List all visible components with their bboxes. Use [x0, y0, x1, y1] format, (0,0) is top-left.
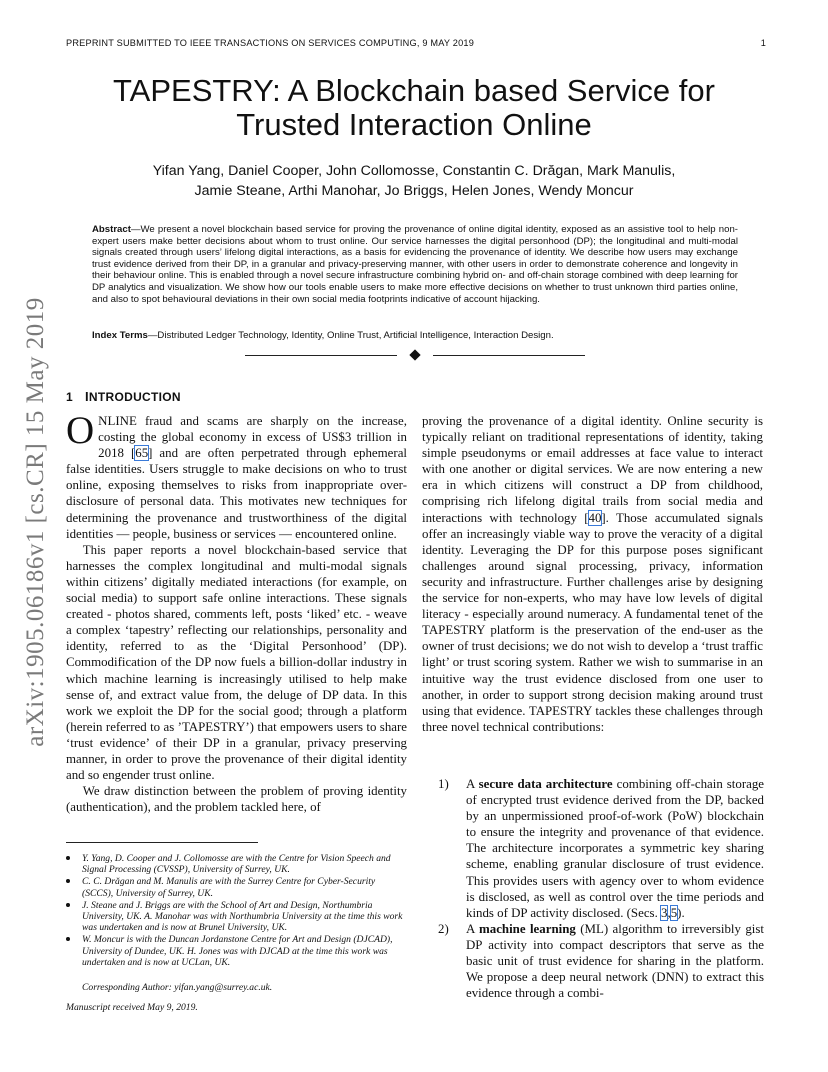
intro-paragraph-3: We draw distinction between the problem of proving identity (authentication), and the problem tackled here, of	[66, 784, 407, 815]
footnote-rule	[66, 842, 258, 843]
divider-line-right	[433, 355, 585, 356]
manuscript-received: Manuscript received May 9, 2019.	[66, 1002, 198, 1014]
diamond-icon	[409, 349, 420, 360]
authors-line-1: Yifan Yang, Daniel Cooper, John Collomosse, Constantin C. Drăgan, Mark Manulis,	[152, 163, 676, 179]
bullet-icon	[66, 879, 70, 883]
footnote-text: W. Moncur is with the Duncan Jordanstone Centre for Art and Design (DJCAD), University of Dundee, UK. H. Jones was with DJCAD at the time this work was undertaken and is now at UCLan, UK.	[82, 934, 393, 968]
list-item-prefix: A	[466, 777, 479, 791]
footnote-item	[66, 934, 407, 968]
intro-paragraph-2: This paper reports a novel blockchain-based service that harnesses the complex longitudinal and multi-modal signals within citizens’ digitally mediated interactions (for example, on social media) to support safe online interactions. These signals created - photos shared, comments left, posts ‘liked’ etc. - weave a complex ‘tapestry’ reflecting our relationships, personality and identity, referred to as the ‘Digital Personhood’ (DP). Commodification of the DP now fuels a billion-dollar industry in which machine learning is increasingly utilised to help make sense of, and extract value from, the deluge of DP data. In this work we exploit the DP for the social good; through a platform (herein referred to as ’TAPESTRY’) that empowers users to share ‘trust evidence’ of their DP in a granular, privacy preserving manner, in order to prove the provenance of their digital identity and so engender trust online.	[66, 542, 407, 783]
paragraph-1-text-a: fraud and scams are sharply on the increase, costing the global economy in excess of US$3 trillion in 2018 [	[98, 414, 407, 461]
bullet-icon	[66, 937, 70, 941]
list-item-bold: machine learning	[479, 921, 576, 936]
divider-line-left	[245, 355, 397, 356]
author-list	[60, 161, 768, 201]
running-header	[66, 38, 766, 48]
intro-paragraph-1	[66, 409, 407, 542]
list-item	[438, 921, 764, 1001]
footnote-item	[66, 900, 407, 934]
title-line-2: Trusted Interaction Online	[236, 107, 592, 142]
index-terms-label: Index Terms	[92, 330, 148, 341]
list-item-separator: ,	[667, 905, 671, 920]
list-item-number: 1)	[438, 777, 449, 791]
list-item-text: combining off-chain storage of encrypted trust evidence derived from the DP, backed by an unpermissioned proof-of-work (PoW) blockchain to ensure the integrity and provenance of that evidence. The architecture incorporates a symmetric key sharing scheme, enabling granular disclosure of trust evidence. This provides users with agency over to whom evidence is disclosed, as well as control over the time periods and kinds of DP activity disclosed. (Secs.	[466, 777, 764, 920]
abstract-text: —We present a novel blockchain based service for proving the provenance of online digital identity, exposed as an assistive tool to help non-expert users make better decisions about whom to trust online. Our service harnesses the digital personhood (DP); the longitudinal and multi-modal signals created through users’ lifelong digital interactions, as a basis for evidencing the provenance of identity. We describe how users may exchange trust evidence derived from their DP, in a granular and privacy-preserving manner, with other users in order to demonstrate coherence and longevity in their behaviour online. This is enabled through a novel secure infrastructure combining hybrid on- and off-chain storage combined with deep learning for DP analytics and visualization. We show how our tools enable users to make more effective decisions on whether to trust unknown third parties online, and also to spot behavioural deviations in their own social media footprints indicative of account hijacking.	[92, 224, 738, 305]
authors-line-2: Jamie Steane, Arthi Manohar, Jo Briggs, Helen Jones, Wendy Moncur	[194, 183, 634, 199]
list-item-number: 2)	[438, 921, 449, 936]
section-link-3[interactable]: 3	[661, 905, 668, 920]
first-word-smallcaps: NLINE	[98, 414, 137, 428]
footnote-item	[66, 853, 407, 875]
index-terms-text: —Distributed Ledger Technology, Identity, Online Trust, Artificial Intelligence, Interaction Design.	[147, 330, 554, 341]
footnote-item	[66, 876, 407, 898]
section-number: 1	[66, 390, 73, 404]
arxiv-stamp	[16, 282, 56, 762]
right-column	[422, 413, 763, 735]
list-item-closing: ).	[677, 905, 685, 920]
list-item-bold: secure data architecture	[478, 777, 613, 791]
section-title-rest: NTRODUCTION	[88, 390, 181, 404]
citation-link-40[interactable]: 40	[588, 510, 602, 525]
arxiv-identifier: arXiv:1905.06186v1 [cs.CR] 15 May 2019	[22, 297, 49, 747]
footnotes	[66, 853, 407, 1013]
section-link-5[interactable]: 5	[670, 905, 678, 920]
running-header-text: PREPRINT SUBMITTED TO IEEE TRANSACTIONS ON SERVICES COMPUTING, 9 MAY 2019	[66, 38, 475, 48]
corresponding-author: Corresponding Author: yifan.yang@surrey.ac.uk.	[82, 982, 273, 994]
footnote-text: J. Steane and J. Briggs are with the School of Art and Design, Northumbria University, UK. A. Manohar was with Northumbria University at the time this work was undertaken and is now at Brunel University, UK.	[82, 899, 403, 934]
left-column	[66, 409, 407, 815]
footnote-text: C. C. Drăgan and M. Manulis are with the Surrey Centre for Cyber-Security (SCCS), University of Surrey, UK.	[82, 876, 376, 899]
section-divider	[245, 346, 585, 366]
paper-title	[60, 74, 768, 142]
citation-link-65[interactable]: 65	[135, 446, 149, 461]
abstract-label: Abstract	[92, 224, 131, 235]
abstract	[92, 224, 738, 305]
contributions-list	[438, 776, 764, 1001]
index-terms	[92, 330, 738, 341]
bullet-icon	[66, 903, 70, 907]
bullet-icon	[66, 856, 70, 860]
list-item-prefix: A	[466, 921, 480, 936]
right-paragraph-text-b: ]. Those accumulated signals offer an increasingly viable way to prove the veracity of a digital identity. Leveraging the DP for this purpose poses significant challenges around signal processing, privacy, information security and infrastructure. Further challenges arise by designing the service for non-experts, who may have low levels of digital literacy - especially around numeracy. A fundamental tenet of the TAPESTRY platform is the preservation of the end-user as the owner of trust decisions; we do not wish to develop a ‘trust traffic light’ or trust scoring system. Rather we wish to summarise in an intuitive way the trust evidence disclosed from one user to another, in order to support strong decision making around trust using that evidence. TAPESTRY tackles these challenges through three novel technical contributions:	[422, 510, 763, 734]
section-heading	[66, 389, 181, 404]
page-number: 1	[760, 38, 766, 48]
right-paragraph-1	[422, 413, 763, 735]
drop-cap: O	[66, 409, 95, 452]
right-paragraph-text-a: proving the provenance of a digital identity. Online security is typically reliant on traditional representations of identity, taking simple pseudonyms or email addresses at face value to interact with one another or digital services. We are now entering a new era in which citizens will construct a DP from childhood, comprising rich lifelong digital trails from social media and interactions with technology [	[422, 414, 763, 525]
footnote-text: Y. Yang, D. Cooper and J. Collomosse are with the Centre for Vision Speech and Signal Processing (CVSSP), University of Surrey, UK.	[82, 853, 391, 876]
list-item	[438, 776, 764, 921]
paragraph-1-text-b: ] and are often perpetrated through ephemeral false identities. Users struggle to make decisions on who to trust online, exposing themselves to risks from inappropriate over-disclosure of personal data. This motivates new techniques for determining the provenance and trustworthiness of the digital identities — people, business or services — encountered online.	[66, 446, 407, 541]
list-item-text: (ML) algorithm to irreversibly gist DP activity into compact descriptors that serve as the basic unit of trust evidence for sharing in the platform. We propose a deep neural network (DNN) to extract this evidence through a combi-	[466, 921, 764, 1001]
title-line-1: TAPESTRY: A Blockchain based Service for	[113, 73, 715, 108]
section-title-initial: I	[84, 389, 89, 404]
